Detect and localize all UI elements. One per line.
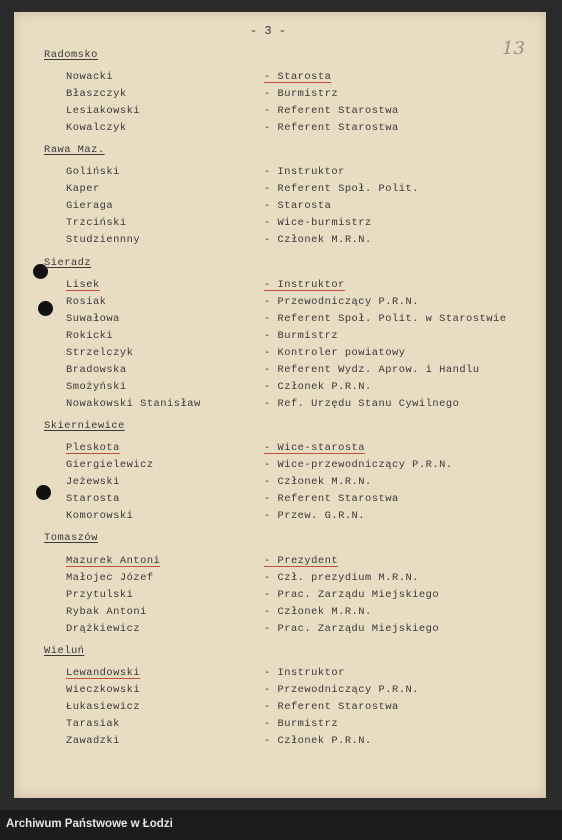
person-name: Rybak Antoni [66, 606, 147, 618]
person-name: Rosiak [66, 296, 107, 308]
person-name: Zawadzki [66, 735, 120, 747]
person-role: - Instruktor [264, 166, 345, 178]
region-heading [14, 257, 546, 274]
person-name: Jeżewski [66, 476, 120, 488]
person-entry [14, 200, 546, 217]
person-role: - Prac. Zarządu Miejskiego [264, 589, 440, 601]
person-entry [14, 684, 546, 701]
person-entry [14, 735, 546, 752]
person-name: Starosta [66, 493, 120, 505]
person-role: - Prezydent [264, 555, 339, 567]
person-entry [14, 71, 546, 88]
person-entry [14, 122, 546, 139]
person-name: Wieczkowski [66, 684, 141, 696]
person-entry [14, 510, 546, 527]
archive-footer [0, 810, 562, 840]
person-name: Gieraga [66, 200, 114, 212]
person-role: - Burmistrz [264, 88, 339, 100]
person-role: - Referent Starostwa [264, 105, 399, 117]
person-entry [14, 234, 546, 251]
region-name: Radomsko [44, 49, 98, 61]
person-name: Suwałowa [66, 313, 120, 325]
person-name: Bradowska [66, 364, 127, 376]
person-role: - Instruktor [264, 279, 345, 291]
person-entry [14, 572, 546, 589]
person-entry [14, 493, 546, 510]
region-name: Wieluń [44, 645, 85, 657]
person-role: - Referent Starostwa [264, 493, 399, 505]
person-role: - Wice-starosta [264, 442, 366, 454]
person-name: Błaszczyk [66, 88, 127, 100]
person-name: Mazurek Antoni [66, 555, 161, 567]
person-role: - Kontroler powiatowy [264, 347, 406, 359]
person-name: Lisek [66, 279, 100, 291]
person-entry [14, 381, 546, 398]
person-name: Nowacki [66, 71, 114, 83]
person-name: Tarasiak [66, 718, 120, 730]
person-entry [14, 459, 546, 476]
handwritten-page-mark: 13 [502, 38, 525, 59]
person-role: - Członek M.R.N. [264, 234, 372, 246]
region-heading [14, 420, 546, 437]
person-role: - Przew. G.R.N. [264, 510, 366, 522]
page-number: - 3 - [250, 24, 287, 38]
person-role: - Referent Społ. Polit. w Starostwie [264, 313, 507, 325]
person-entry [14, 217, 546, 234]
person-name: Pleskota [66, 442, 120, 454]
person-role: - Przewodniczący P.R.N. [264, 296, 419, 308]
person-entry [14, 589, 546, 606]
region-heading [14, 49, 546, 66]
person-name: Małojec Józef [66, 572, 154, 584]
person-role: - Referent Społ. Polit. [264, 183, 419, 195]
person-name: Kowalczyk [66, 122, 127, 134]
person-role: - Czł. prezydium M.R.N. [264, 572, 419, 584]
region-heading [14, 532, 546, 549]
person-entry [14, 347, 546, 364]
person-name: Trzciński [66, 217, 127, 229]
person-name: Łukasiewicz [66, 701, 141, 713]
person-role: - Referent Starostwa [264, 122, 399, 134]
person-name: Komorowski [66, 510, 134, 522]
person-name: Rokicki [66, 330, 114, 342]
person-role: - Starosta [264, 200, 332, 212]
person-role: - Członek P.R.N. [264, 381, 372, 393]
person-name: Giergielewicz [66, 459, 154, 471]
person-role: - Prac. Zarządu Miejskiego [264, 623, 440, 635]
person-role: - Wice-przewodniczący P.R.N. [264, 459, 453, 471]
person-name: Przytulski [66, 589, 134, 601]
person-name: Kaper [66, 183, 100, 195]
person-entry [14, 623, 546, 640]
person-entry [14, 330, 546, 347]
person-name: Studziennny [66, 234, 141, 246]
person-role: - Przewodniczący P.R.N. [264, 684, 419, 696]
person-role: - Ref. Urzędu Stanu Cywilnego [264, 398, 460, 410]
person-entry [14, 313, 546, 330]
person-role: - Burmistrz [264, 718, 339, 730]
person-entry [14, 183, 546, 200]
person-role: - Instruktor [264, 667, 345, 679]
person-role: - Referent Starostwa [264, 701, 399, 713]
person-name: Lewandowski [66, 667, 141, 679]
region-name: Tomaszów [44, 532, 98, 544]
region-name: Sieradz [44, 257, 92, 269]
document-page [14, 12, 546, 798]
person-entry [14, 166, 546, 183]
person-role: - Członek M.R.N. [264, 606, 372, 618]
person-entry [14, 296, 546, 313]
person-entry [14, 442, 546, 459]
person-name: Strzelczyk [66, 347, 134, 359]
person-name: Lesiakowski [66, 105, 141, 117]
person-role: - Członek M.R.N. [264, 476, 372, 488]
region-name: Skierniewice [44, 420, 125, 432]
region-name: Rawa Maz. [44, 144, 105, 156]
archive-name: Archiwum Państwowe w Łodzi [6, 818, 173, 830]
person-entry [14, 701, 546, 718]
region-heading [14, 144, 546, 161]
person-role: - Referent Wydz. Aprow. i Handlu [264, 364, 480, 376]
person-entry [14, 105, 546, 122]
person-entry [14, 398, 546, 415]
person-name: Smożyński [66, 381, 127, 393]
person-entry [14, 364, 546, 381]
person-entry [14, 555, 546, 572]
person-role: - Burmistrz [264, 330, 339, 342]
person-name: Goliński [66, 166, 120, 178]
person-name: Drążkiewicz [66, 623, 141, 635]
person-entry [14, 667, 546, 684]
person-role: - Starosta [264, 71, 332, 83]
region-heading [14, 645, 546, 662]
person-entry [14, 718, 546, 735]
person-role: - Wice-burmistrz [264, 217, 372, 229]
person-entry [14, 88, 546, 105]
person-entry [14, 606, 546, 623]
person-role: - Członek P.R.N. [264, 735, 372, 747]
person-entry [14, 476, 546, 493]
person-entry [14, 279, 546, 296]
person-name: Nowakowski Stanisław [66, 398, 201, 410]
